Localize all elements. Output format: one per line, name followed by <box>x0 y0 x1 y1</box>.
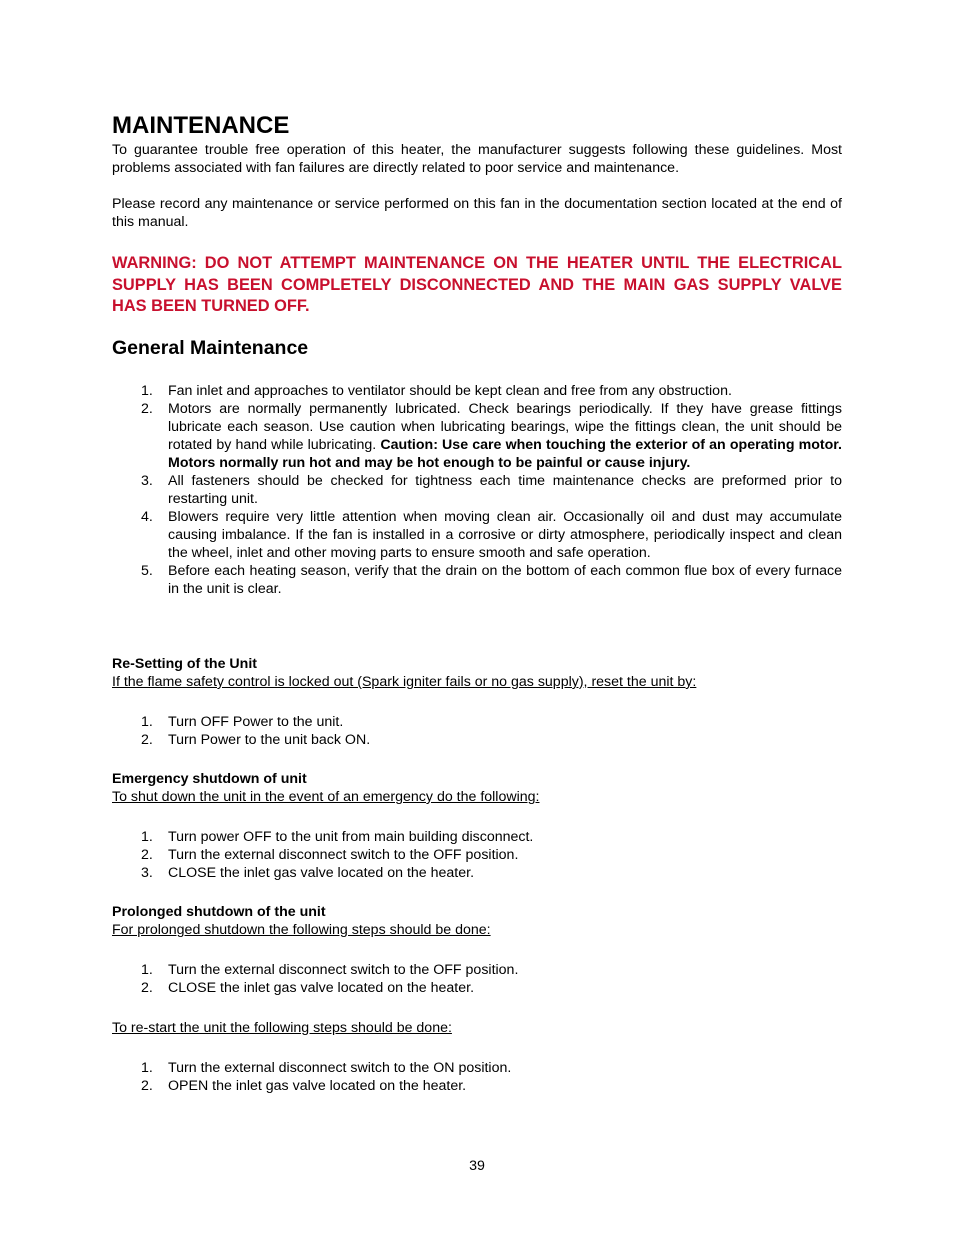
caution-text: Caution: Use care when touching the exterior of an operating motor. Motors normally run hot and may be hot enough to be painful or cause injury. <box>168 437 842 471</box>
list-item-number: 1. <box>141 1060 153 1076</box>
list-item-number: 2. <box>141 980 153 996</box>
general-maintenance-heading: General Maintenance <box>112 337 309 359</box>
list-item-number: 1. <box>141 829 153 845</box>
emergency-intro: To shut down the unit in the event of an emergency do the following: <box>112 789 540 805</box>
prolonged-list <box>112 961 842 997</box>
list-item <box>112 846 842 864</box>
list-item-text: Turn Power to the unit back ON. <box>168 732 371 748</box>
list-item-text: Before each heating season, verify that the drain on the bottom of each common flue box of every furnace in the unit is clear. <box>168 563 842 597</box>
list-item <box>112 828 842 846</box>
list-item-number: 1. <box>141 714 153 730</box>
list-item-number: 3. <box>141 865 153 881</box>
page-title: MAINTENANCE <box>112 112 290 139</box>
intro-paragraph-2: Please record any maintenance or service performed on this fan in the documentation section located at the end of this manual. <box>112 196 842 230</box>
restart-list <box>112 1059 842 1095</box>
list-item <box>112 472 842 508</box>
list-item <box>112 382 842 400</box>
list-item-text: OPEN the inlet gas valve located on the heater. <box>168 1078 467 1094</box>
list-item-text: Blowers require very little attention when moving clean air. Occasionally oil and dust may accumulate causing imbalance. If the fan is installed in a corrosive or dirty atmosphere, periodically inspect and clean the wheel, inlet and other moving parts to ensure smooth and safe operation. <box>168 509 842 561</box>
prolonged-intro: For prolonged shutdown the following steps should be done: <box>112 922 491 938</box>
list-item-text: Turn OFF Power to the unit. <box>168 714 344 730</box>
resetting-list <box>112 713 842 749</box>
list-item <box>112 562 842 598</box>
emergency-list <box>112 828 842 882</box>
list-item-number: 2. <box>141 401 153 417</box>
list-item-text: Turn the external disconnect switch to the OFF position. <box>168 962 519 978</box>
list-item <box>112 1059 842 1077</box>
list-item-number: 1. <box>141 383 153 399</box>
general-maintenance-list <box>112 382 842 598</box>
resetting-heading: Re-Setting of the Unit <box>112 656 258 672</box>
list-item-text: Turn power OFF to the unit from main building disconnect. <box>168 829 534 845</box>
list-item <box>112 979 842 997</box>
page-number: 39 <box>469 1158 485 1174</box>
list-item-number: 3. <box>141 473 153 489</box>
list-item <box>112 713 842 731</box>
intro-paragraph-1: To guarantee trouble free operation of this heater, the manufacturer suggests following these guidelines. Most problems associated with fan failures are directly related to poor service and maintenance. <box>112 142 842 176</box>
list-item-text: All fasteners should be checked for tightness each time maintenance checks are preformed prior to restarting unit. <box>168 473 842 507</box>
list-item <box>112 961 842 979</box>
list-item-text: Turn the external disconnect switch to the OFF position. <box>168 847 519 863</box>
list-item-number: 5. <box>141 563 153 579</box>
list-item-number: 1. <box>141 962 153 978</box>
warning-text: WARNING: DO NOT ATTEMPT MAINTENANCE ON THE HEATER UNTIL THE ELECTRICAL SUPPLY HAS BEEN COMPLETELY DISCONNECTED AND THE MAIN GAS SUPPLY VALVE HAS BEEN TURNED OFF. <box>112 254 842 315</box>
emergency-heading: Emergency shutdown of unit <box>112 771 307 787</box>
list-item <box>112 1077 842 1095</box>
list-item-text: CLOSE the inlet gas valve located on the heater. <box>168 980 475 996</box>
list-item-text: Turn the external disconnect switch to the ON position. <box>168 1060 512 1076</box>
list-item-number: 2. <box>141 1078 153 1094</box>
restart-intro: To re-start the unit the following steps should be done: <box>112 1020 452 1036</box>
list-item <box>112 864 842 882</box>
list-item-number: 2. <box>141 847 153 863</box>
list-item <box>112 508 842 562</box>
prolonged-heading: Prolonged shutdown of the unit <box>112 904 326 920</box>
list-item-text: Motors are normally permanently lubricated. Check bearings periodically. If they have grease fittings lubricate each season. Use caution when lubricating bearings, wipe the fittings clean, the unit should be rotated by hand while lubricating. <box>168 401 842 453</box>
list-item-number: 2. <box>141 732 153 748</box>
list-item <box>112 400 842 472</box>
list-item-text: Fan inlet and approaches to ventilator should be kept clean and free from any obstruction. <box>168 383 732 399</box>
list-item <box>112 731 842 749</box>
list-item-number: 4. <box>141 509 153 525</box>
resetting-intro: If the flame safety control is locked out (Spark igniter fails or no gas supply), reset the unit by: <box>112 674 697 690</box>
list-item-text: CLOSE the inlet gas valve located on the heater. <box>168 865 475 881</box>
